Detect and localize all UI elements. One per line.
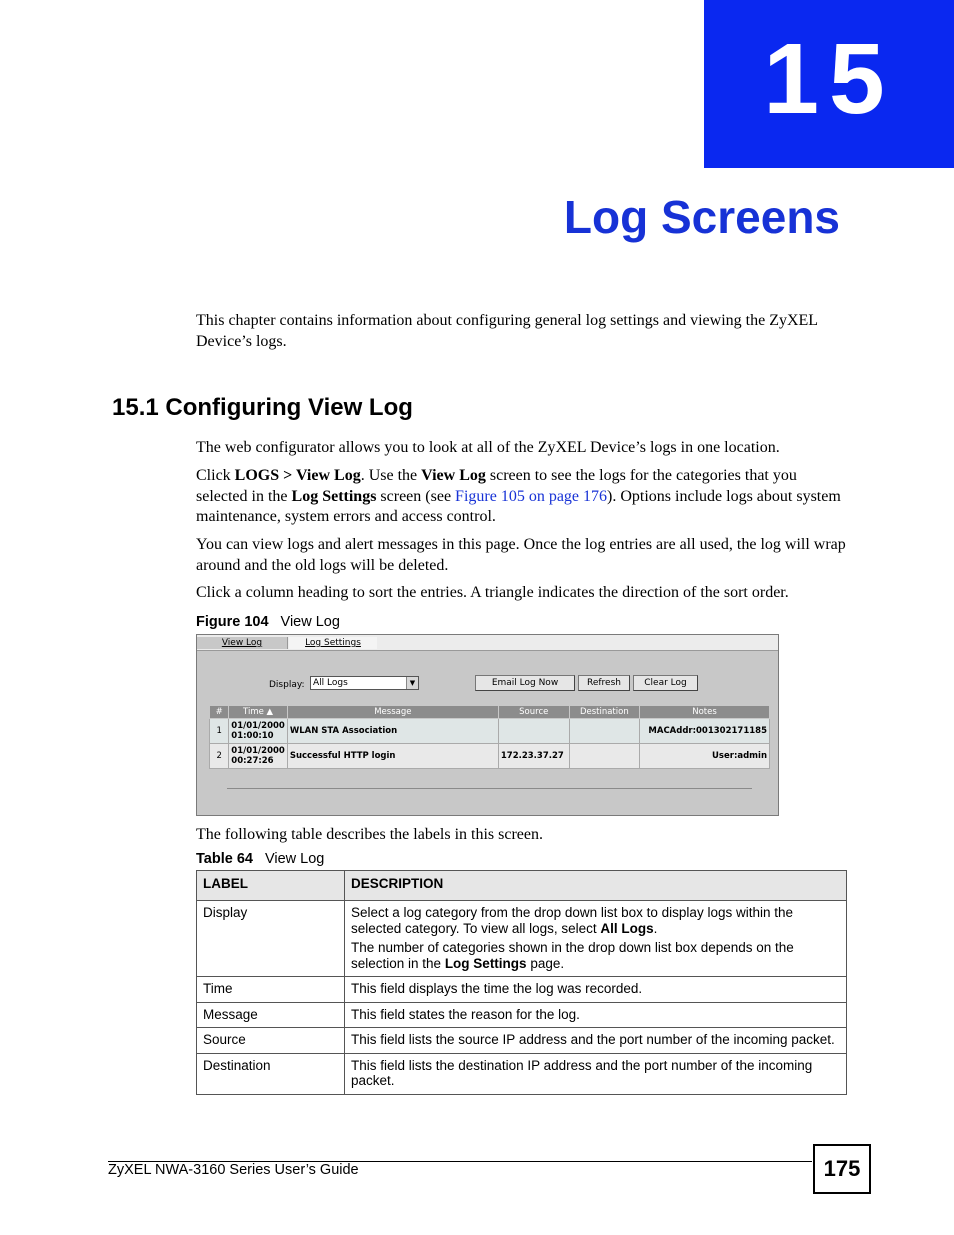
table-row: Destination This field lists the destination IP address and the port number of the incoming packet. [197, 1053, 847, 1094]
log-table [209, 705, 770, 769]
column-notes[interactable]: Notes [640, 706, 770, 719]
email-log-now-button[interactable]: Email Log Now [475, 675, 575, 691]
view-log-screenshot [196, 634, 779, 816]
column-number[interactable]: # [210, 706, 229, 719]
table-row: Source This field lists the source IP address and the port number of the incoming packet. [197, 1028, 847, 1054]
table-row: Message This field states the reason for the log. [197, 1002, 847, 1028]
following-text: The following table describes the labels in this screen. [196, 826, 544, 843]
table-caption: Table 64 View Log [196, 851, 325, 867]
header-label: LABEL [197, 871, 345, 901]
section-title: 15.1 Configuring View Log [112, 394, 413, 421]
table-row: 1 01/01/2000 01:00:10 WLAN STA Association MACAddr:001302171185 [210, 719, 770, 744]
display-select[interactable]: All Logs ▼ [310, 676, 419, 690]
description-table [196, 870, 847, 1095]
column-time[interactable]: Time ▲ [229, 706, 288, 719]
section-paragraph-3: You can view logs and alert messages in this page. Once the log entries are all used, the log will wrap around and the old logs will be deleted. [196, 536, 846, 574]
section-paragraph-1: The web configurator allows you to look at all of the ZyXEL Device’s logs in one location. [196, 439, 780, 456]
tab-log-settings[interactable]: Log Settings [289, 637, 377, 649]
column-destination[interactable]: Destination [569, 706, 639, 719]
divider [227, 788, 752, 789]
chapter-title: Log Screens [563, 191, 840, 243]
figure-caption: Figure 104 View Log [196, 614, 340, 630]
sort-triangle-icon: ▲ [266, 707, 274, 717]
page-number: 175 [813, 1144, 871, 1194]
display-label: Display: [269, 680, 305, 690]
tab-view-log[interactable]: View Log [197, 637, 288, 649]
chevron-down-icon: ▼ [406, 677, 418, 689]
intro-paragraph: This chapter contains information about configuring general log settings and viewing the ZyXEL Device’s logs. [196, 312, 818, 350]
refresh-button[interactable]: Refresh [578, 675, 630, 691]
footer-guide-title: ZyXEL NWA-3160 Series User’s Guide [108, 1162, 359, 1178]
section-paragraph-2: Click LOGS > View Log. Use the View Log screen to see the logs for the categories that you selected in the Log Settings screen (see Figure 105 on page 176). Options include logs about system maintenance, system errors and access control. [196, 467, 841, 525]
table-row: Display Select a log category from the drop down list box to display logs within the selected category. To view all logs, select All Logs. The number of categories shown in the drop down list box depends on the selection in the Log Settings page. [197, 901, 847, 977]
figure-105-link[interactable]: Figure 105 on page 176 [455, 487, 608, 505]
header-description: DESCRIPTION [345, 871, 847, 901]
table-row: Time This field displays the time the log was recorded. [197, 977, 847, 1003]
table-row: 2 01/01/2000 00:27:26 Successful HTTP login 172.23.37.27 User:admin [210, 744, 770, 769]
column-message[interactable]: Message [287, 706, 498, 719]
chapter-number: 15 [704, 0, 954, 168]
tab-bar [197, 635, 778, 651]
section-paragraph-4: Click a column heading to sort the entries. A triangle indicates the direction of the sort order. [196, 584, 789, 601]
column-source[interactable]: Source [498, 706, 569, 719]
clear-log-button[interactable]: Clear Log [633, 675, 698, 691]
